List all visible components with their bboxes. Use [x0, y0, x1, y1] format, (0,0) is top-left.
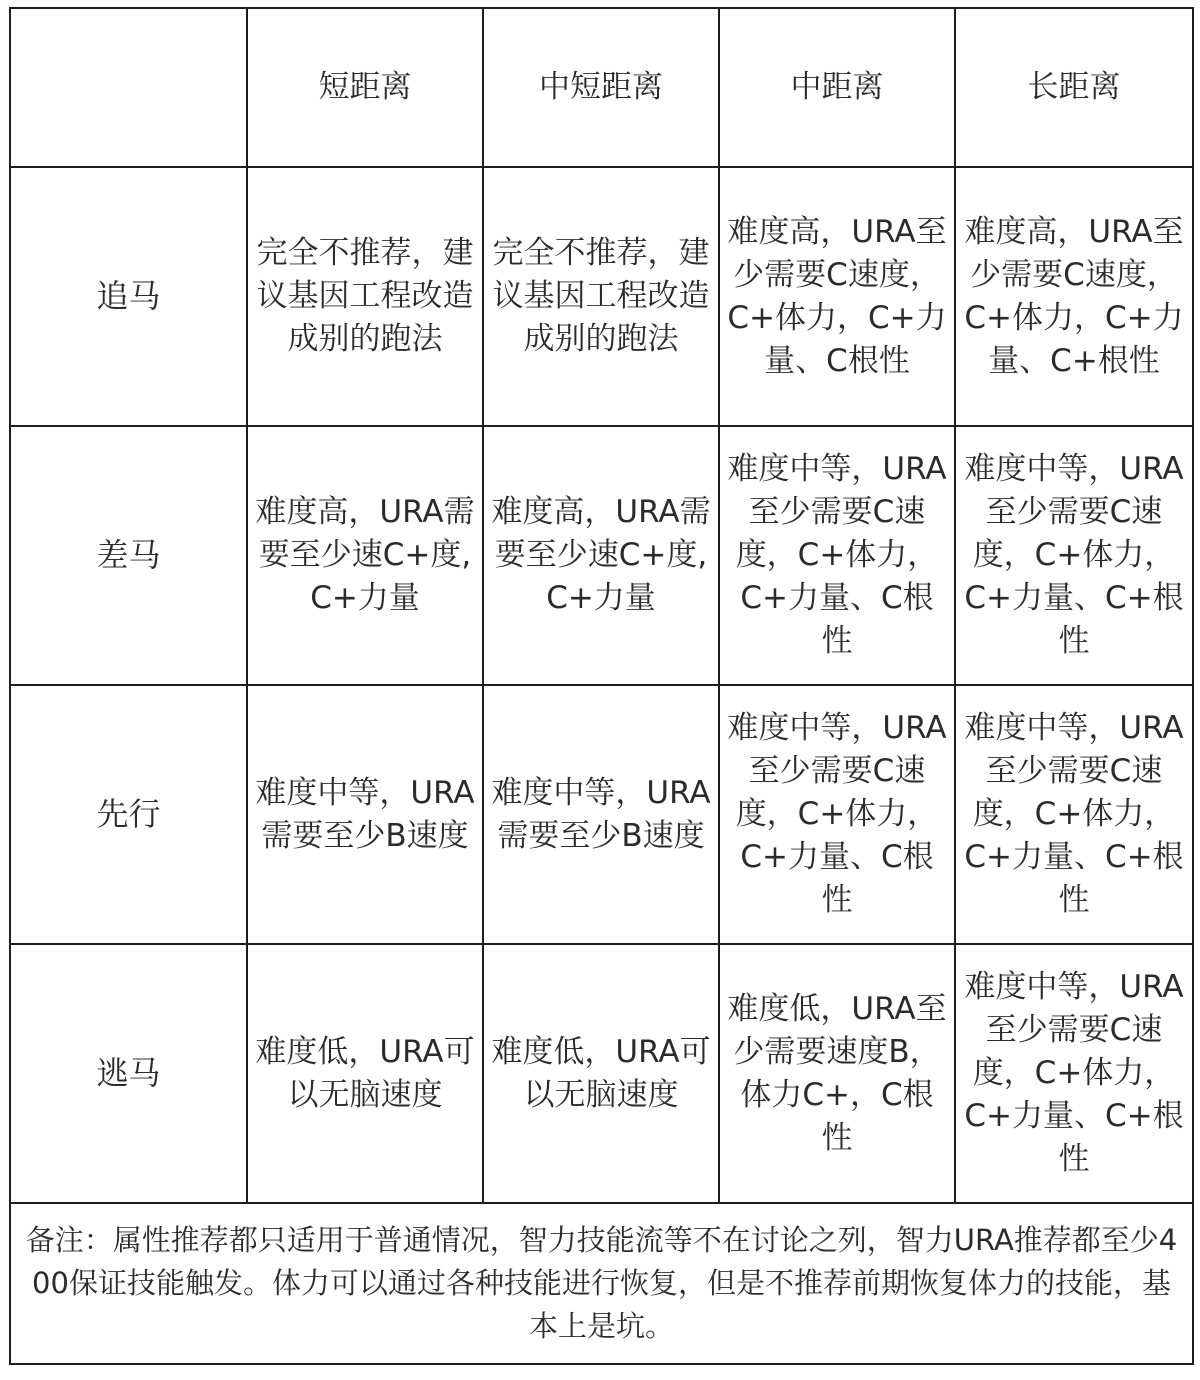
table-note: 备注：属性推荐都只适用于普通情况，智力技能流等不在讨论之列，智力URA推荐都至少400保证技能触发。体力可以通过各种技能进行恢复，但是不推荐前期恢复体力的技能，基本上是坑。 [10, 1203, 1193, 1364]
row-label-leader: 先行 [10, 685, 247, 944]
header-corner-cell [10, 8, 247, 167]
strategy-table-container [9, 7, 1192, 1365]
table-row-closer [10, 167, 1193, 426]
cell-closer-mile: 完全不推荐，建议基因工程改造成别的跑法 [483, 167, 719, 426]
cell-closer-short: 完全不推荐，建议基因工程改造成别的跑法 [247, 167, 483, 426]
cell-leader-mile: 难度中等，URA需要至少B速度 [483, 685, 719, 944]
header-short-distance: 短距离 [247, 8, 483, 167]
running-style-distance-table [9, 7, 1194, 1365]
cell-stalker-mile: 难度高，URA需要至少速C+度,C+力量 [483, 426, 719, 685]
row-label-runner: 逃马 [10, 944, 247, 1203]
row-label-closer: 追马 [10, 167, 247, 426]
cell-closer-medium: 难度高，URA至少需要C速度，C+体力，C+力量、C根性 [719, 167, 955, 426]
header-long-distance: 长距离 [955, 8, 1193, 167]
cell-closer-long: 难度高，URA至少需要C速度，C+体力，C+力量、C+根性 [955, 167, 1193, 426]
cell-leader-long: 难度中等，URA至少需要C速度，C+体力，C+力量、C+根性 [955, 685, 1193, 944]
cell-runner-mile: 难度低，URA可以无脑速度 [483, 944, 719, 1203]
header-mile-distance: 中短距离 [483, 8, 719, 167]
cell-stalker-long: 难度中等，URA至少需要C速度，C+体力，C+力量、C+根性 [955, 426, 1193, 685]
table-row-leader [10, 685, 1193, 944]
cell-runner-medium: 难度低，URA至少需要速度B，体力C+，C根性 [719, 944, 955, 1203]
table-row-runner [10, 944, 1193, 1203]
header-medium-distance: 中距离 [719, 8, 955, 167]
cell-runner-short: 难度低，URA可以无脑速度 [247, 944, 483, 1203]
cell-leader-short: 难度中等，URA需要至少B速度 [247, 685, 483, 944]
table-header-row [10, 8, 1193, 167]
cell-leader-medium: 难度中等，URA至少需要C速度，C+体力，C+力量、C根性 [719, 685, 955, 944]
row-label-stalker: 差马 [10, 426, 247, 685]
cell-stalker-medium: 难度中等，URA至少需要C速度，C+体力，C+力量、C根性 [719, 426, 955, 685]
cell-stalker-short: 难度高，URA需要至少速C+度,C+力量 [247, 426, 483, 685]
table-row-stalker [10, 426, 1193, 685]
table-note-row [10, 1203, 1193, 1364]
cell-runner-long: 难度中等，URA至少需要C速度，C+体力，C+力量、C+根性 [955, 944, 1193, 1203]
